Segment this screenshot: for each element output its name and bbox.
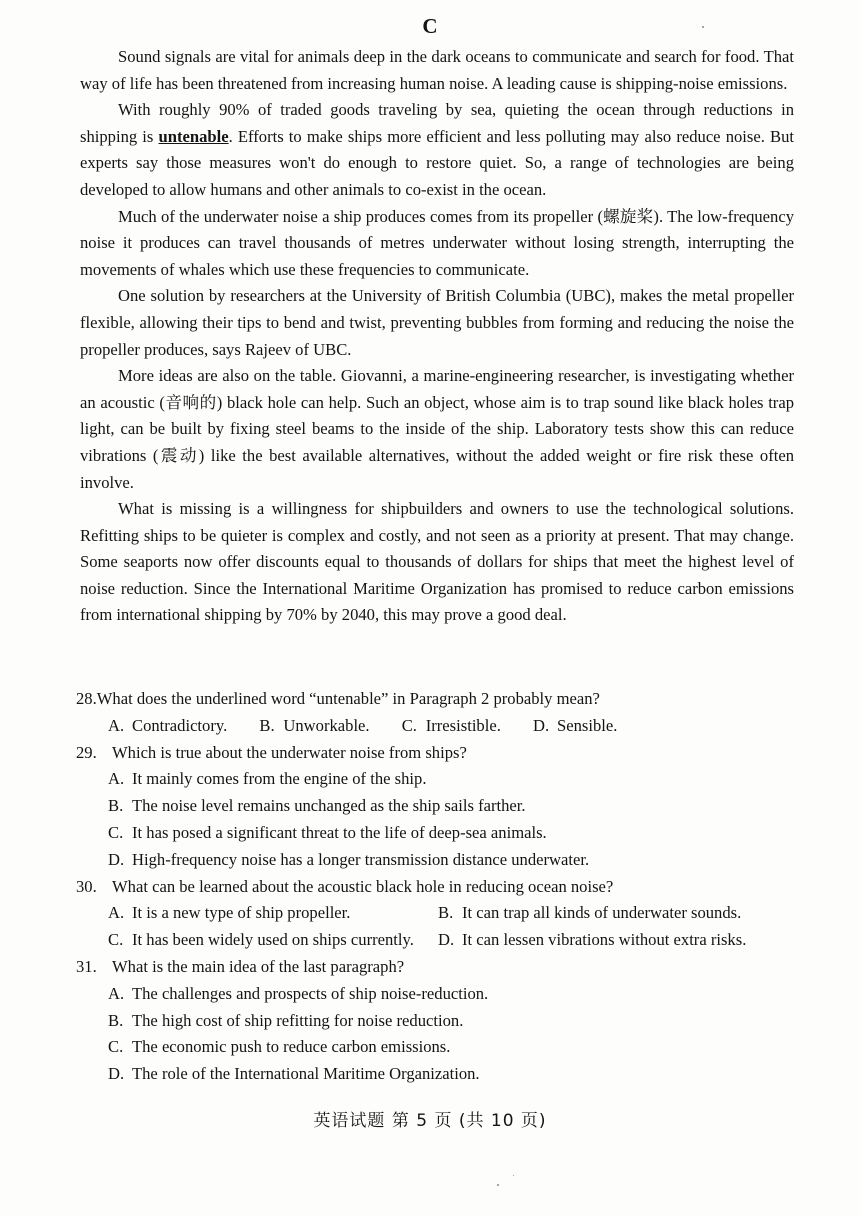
option-a (108, 900, 438, 927)
option-letter: D. (108, 849, 125, 869)
scan-speck (497, 1184, 499, 1186)
option-text: It can trap all kinds of underwater sounds. (462, 903, 742, 923)
option-letter: A. (108, 769, 125, 789)
options (108, 981, 796, 1088)
reading-passage (80, 44, 794, 629)
option-d (533, 713, 617, 740)
option-letter: B. (438, 903, 454, 923)
option-b (438, 903, 741, 922)
question-30 (76, 874, 796, 954)
option-d (108, 1061, 796, 1088)
underlined-word: untenable (158, 126, 229, 146)
option-text: It mainly comes from the engine of the ship. (132, 769, 427, 789)
option-d (108, 847, 796, 874)
section-letter: C (422, 14, 438, 38)
question-29 (76, 740, 796, 874)
paragraph-6: What is missing is a willingness for shipbuilders and owners to use the technological solutions. Refitting ships to be quieter is complex and costly, and not seen as a priority at present. That may change. Some seaports now offer discounts equal to thousands of dollars for ships that meet the highest level of noise reduction. Since the International Maritime Organization has promised to reduce carbon emissions from international shipping by 70% by 2040, this may prove a good deal. (80, 499, 794, 625)
option-text: Irresistible. (425, 715, 501, 735)
scan-speck (513, 1175, 514, 1176)
option-text: Unworkable. (283, 715, 370, 735)
question-list (76, 686, 796, 1088)
question-28 (76, 686, 796, 740)
option-b (259, 713, 369, 740)
question-stem (76, 954, 796, 981)
paragraph-1: Sound signals are vital for animals deep in the dark oceans to communicate and search for food. That way of life has been threatened from increasing human noise. A leading cause is shipping-noise emissions. (80, 47, 794, 93)
question-number: 30. (76, 876, 97, 896)
options-row-2 (108, 927, 796, 954)
option-letter: C. (108, 822, 124, 842)
option-letter: D. (438, 930, 455, 950)
options (108, 766, 796, 873)
option-b (108, 1008, 796, 1035)
option-text: It is a new type of ship propeller. (132, 903, 351, 923)
paragraph-3: Much of the underwater noise a ship produces comes from its propeller (螺旋桨). The low-frequency noise it produces can travel thousands of metres underwater without losing strength, interrupting the movements of whales which use these frequencies to communicate. (80, 206, 794, 279)
option-letter: C. (401, 715, 417, 735)
question-31 (76, 954, 796, 1088)
paragraph-2-before: With roughly 90% of traded goods traveling by sea, quieting the ocean through reductions in shipping is (80, 100, 794, 146)
options-row-1 (108, 900, 796, 927)
paragraph-2 (80, 97, 794, 203)
question-text: What does the underlined word “untenable” in Paragraph 2 probably mean? (96, 689, 600, 708)
option-text: It has posed a significant threat to the life of deep-sea animals. (132, 822, 547, 842)
paragraph-2-after: . Efforts to make ships more efficient and less polluting may also reduce noise. But experts say those measures won't do enough to restore quiet. So, a range of technologies are being developed to allow humans and other animals to co-exist in the ocean. (80, 126, 794, 199)
page-footer: 英语试题 第 5 页 (共 10 页) (313, 1111, 547, 1131)
option-a (108, 713, 227, 740)
option-d (438, 930, 746, 949)
paragraph-4: One solution by researchers at the University of British Columbia (UBC), makes the metal propeller flexible, allowing their tips to bend and twist, preventing bubbles from forming and reducing the noise the propeller produces, says Rajeev of UBC. (80, 286, 794, 359)
option-letter: B. (108, 1010, 124, 1030)
option-c (108, 820, 796, 847)
paragraph-5: More ideas are also on the table. Giovanni, a marine-engineering researcher, is investigating whether an acoustic (音响的) black hole can help. Such an object, whose aim is to trap sound like black holes trap light, can be built by fixing steel beams to the inside of the ship. Laboratory tests show this can reduce vibrations (震动) like the best available alternatives, without the added weight or fire risk these often involve. (80, 366, 794, 492)
option-letter: A. (108, 715, 125, 735)
option-letter: C. (108, 1037, 124, 1057)
option-text: The noise level remains unchanged as the ship sails farther. (132, 796, 526, 816)
option-letter: D. (533, 715, 550, 735)
option-c (108, 1034, 796, 1061)
options (108, 900, 796, 954)
question-stem (76, 740, 796, 767)
option-text: It has been widely used on ships currently. (132, 930, 414, 950)
question-number: 31. (76, 956, 97, 976)
option-text: The economic push to reduce carbon emissions. (132, 1037, 451, 1057)
question-number: 29. (76, 742, 97, 762)
option-letter: A. (108, 903, 125, 923)
option-letter: B. (108, 796, 124, 816)
option-letter: A. (108, 983, 125, 1003)
option-a (108, 981, 796, 1008)
option-letter: C. (108, 930, 124, 950)
question-stem (76, 686, 796, 713)
option-c (108, 927, 438, 954)
option-text: Contradictory. (132, 715, 228, 735)
question-stem (76, 874, 796, 901)
option-letter: D. (108, 1064, 125, 1084)
option-a (108, 766, 796, 793)
option-b (108, 793, 796, 820)
option-text: The role of the International Maritime Organization. (132, 1064, 480, 1084)
question-text: Which is true about the underwater noise from ships? (112, 742, 467, 762)
question-text: What is the main idea of the last paragraph? (112, 956, 405, 976)
option-text: The challenges and prospects of ship noise-reduction. (132, 983, 489, 1003)
option-text: Sensible. (557, 715, 618, 735)
option-text: High-frequency noise has a longer transmission distance underwater. (132, 849, 590, 869)
option-text: The high cost of ship refitting for noise reduction. (132, 1010, 464, 1030)
question-text: What can be learned about the acoustic black hole in reducing ocean noise? (112, 876, 614, 896)
question-number: 28. (76, 689, 97, 708)
option-text: It can lessen vibrations without extra risks. (462, 930, 747, 950)
scan-speck (702, 26, 704, 28)
option-c (402, 713, 501, 740)
option-letter: B. (259, 715, 275, 735)
options-row (108, 713, 796, 740)
